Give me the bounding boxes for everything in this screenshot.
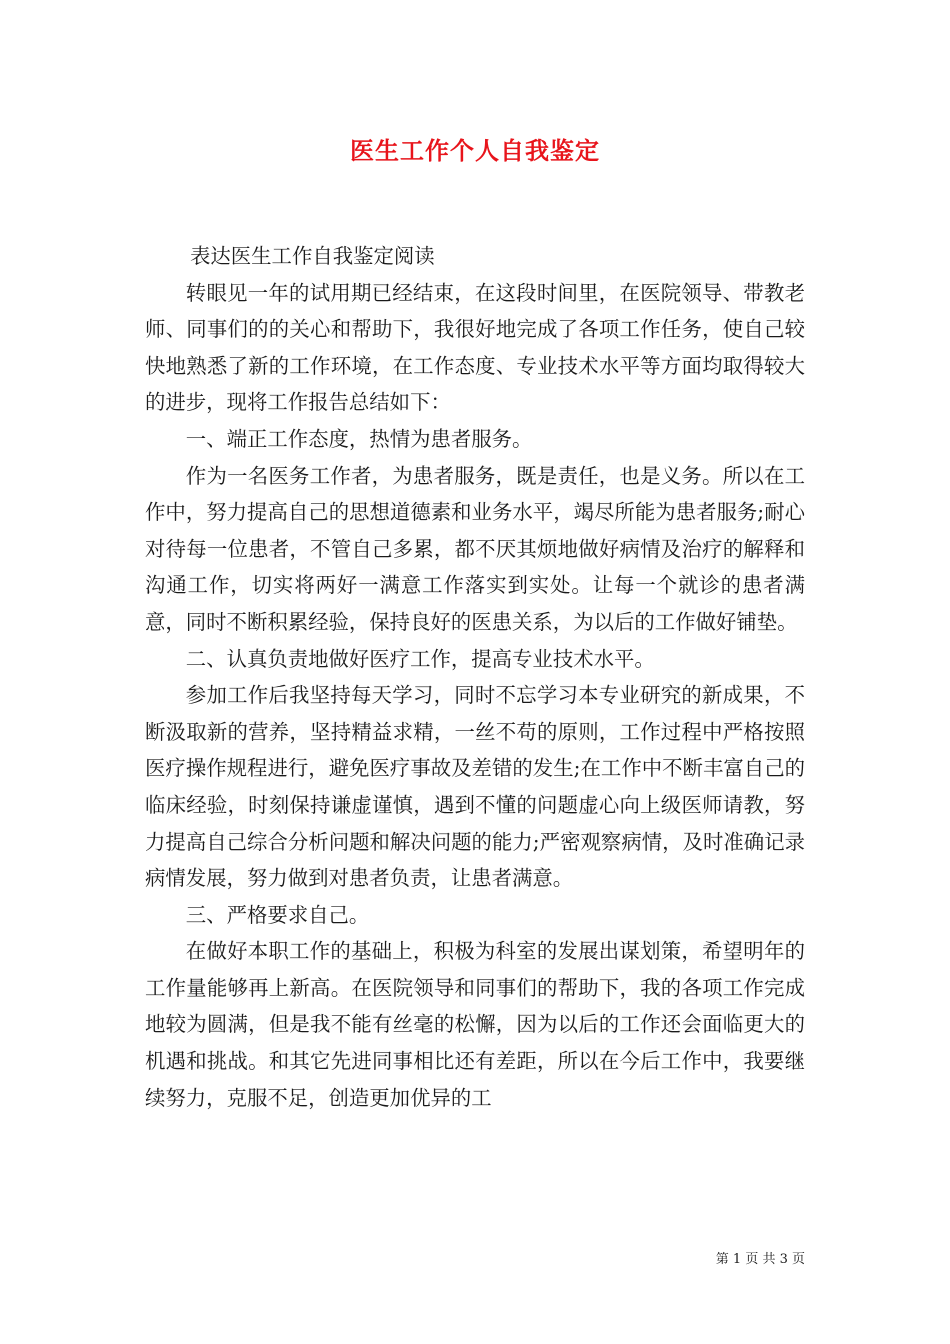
- paragraph-intro: 表达医生工作自我鉴定阅读: [190, 244, 435, 268]
- page-number-footer: 第 1 页 共 3 页: [715, 1252, 805, 1267]
- document-title: 医生工作个人自我鉴定: [350, 136, 600, 165]
- paragraph-section-3: 在做好本职工作的基础上，积极为科室的发展出谋划策，希望明年的工作量能够再上新高。在医院领导和同事们的帮助下，我的各项工作完成地较为圆满，但是我不能有丝毫的松懈，因为以后的工作还会面临更大的机遇和挑战。和其它先进同事相比还有差距，所以在今后工作中，我要继续努力，克服不足，创造更加优异的工: [145, 939, 805, 1110]
- section-heading-3: 三、严格要求自己。: [185, 902, 370, 927]
- paragraph-summary: 转眼见一年的试用期已经结束，在这段时间里，在医院领导、带教老师、同事们的的关心和帮助下，我很好地完成了各项工作任务，使自己较快地熟悉了新的工作环境，在工作态度、专业技术水平等方面均取得较大的进步，现将工作报告总结如下：: [145, 280, 805, 415]
- paragraph-section-2: 参加工作后我坚持每天学习，同时不忘学习本专业研究的新成果，不断汲取新的营养，坚持精益求精，一丝不苟的原则，工作过程中严格按照医疗操作规程进行，避免医疗事故及差错的发生;在工作中不断丰富自己的临床经验，时刻保持谦虚谨慎，遇到不懂的问题虚心向上级医师请教，努力提高自己综合分析问题和解决问题的能力;严密观察病情，及时准确记录病情发展，努力做到对患者负责，让患者满意。: [145, 683, 805, 891]
- paragraph-section-1: 作为一名医务工作者，为患者服务，既是责任，也是义务。所以在工作中，努力提高自己的思想道德素和业务水平，竭尽所能为患者服务;耐心对待每一位患者，不管自己多累，都不厌其烦地做好病情及治疗的解释和沟通工作，切实将两好一满意工作落实到实处。让每一个就诊的患者满意，同时不断积累经验，保持良好的医患关系，为以后的工作做好铺垫。: [145, 463, 805, 634]
- document-body: [145, 238, 805, 1116]
- section-heading-2: 二、认真负责地做好医疗工作，提高专业技术水平。: [185, 646, 655, 671]
- section-heading-1: 一、端正工作态度，热情为患者服务。: [185, 426, 533, 451]
